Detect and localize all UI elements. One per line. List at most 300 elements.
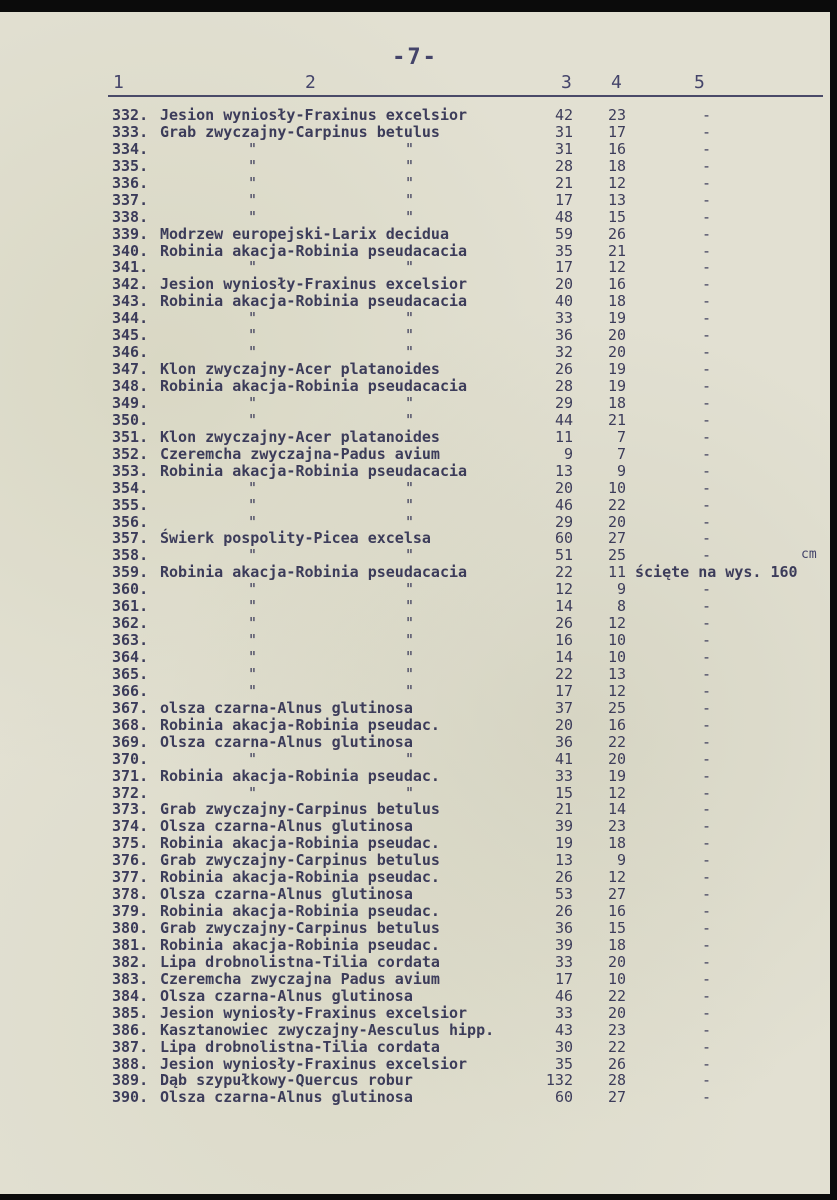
value-column-3: 13	[554, 461, 573, 480]
table-row	[0, 412, 830, 429]
value-column-4: 16	[607, 275, 626, 294]
value-column-3: 20	[554, 275, 573, 294]
row-number: 369.	[112, 732, 149, 751]
species-name: Grab zwyczajny-Carpinus betulus	[160, 800, 440, 819]
table-row	[0, 175, 830, 192]
remark: -	[702, 122, 712, 141]
table-row	[0, 903, 830, 920]
value-column-3: 28	[554, 377, 573, 395]
column-header-3: 3	[561, 72, 572, 93]
species-name: Robinia akacja-Robinia pseudacacia	[160, 461, 468, 480]
table-row	[0, 293, 830, 310]
ditto-mark: "	[248, 512, 258, 531]
row-number: 375.	[112, 834, 149, 853]
ditto-mark: "	[248, 139, 258, 158]
ditto-mark: "	[248, 597, 258, 616]
row-number: 334.	[112, 139, 149, 158]
value-column-3: 29	[554, 393, 573, 412]
value-column-4: 23	[607, 1020, 626, 1039]
value-column-3: 16	[554, 631, 573, 650]
ditto-mark: "	[405, 393, 415, 412]
table-row	[0, 226, 830, 243]
ditto-mark: "	[248, 173, 258, 192]
row-number: 332.	[112, 106, 149, 124]
value-column-3: 17	[554, 190, 573, 209]
value-column-4: 18	[607, 156, 626, 175]
document-page	[0, 12, 830, 1194]
row-number: 357.	[112, 529, 149, 548]
table-row	[0, 429, 830, 446]
value-column-3: 31	[554, 122, 573, 141]
value-column-4: 14	[607, 800, 626, 819]
value-column-3: 26	[554, 360, 573, 379]
row-number: 381.	[112, 935, 149, 954]
row-number: 339.	[112, 224, 149, 243]
species-name: Czeremcha zwyczajna Padus avium	[160, 969, 440, 988]
species-name: Grab zwyczajny-Carpinus betulus	[160, 851, 440, 870]
value-column-3: 60	[554, 1088, 573, 1107]
value-column-3: 11	[554, 427, 573, 446]
remark: -	[702, 614, 712, 633]
row-number: 333.	[112, 122, 149, 141]
row-number: 350.	[112, 410, 149, 429]
remark: -	[702, 275, 712, 294]
species-name: Olsza czarna-Alnus glutinosa	[160, 817, 413, 836]
value-column-3: 22	[554, 563, 573, 582]
ditto-mark: "	[248, 631, 258, 650]
species-name: Lipa drobnolistna-Tilia cordata	[160, 1037, 440, 1056]
value-column-4: 13	[607, 664, 626, 683]
row-number: 349.	[112, 393, 149, 412]
value-column-3: 13	[554, 851, 573, 870]
ditto-mark: "	[248, 664, 258, 683]
species-name: Dąb szypułkowy-Quercus robur	[160, 1071, 413, 1090]
row-number: 360.	[112, 580, 149, 599]
value-column-3: 21	[554, 800, 573, 819]
table-row	[0, 497, 830, 514]
ditto-mark: "	[248, 326, 258, 345]
value-column-3: 44	[554, 410, 573, 429]
value-column-3: 20	[554, 478, 573, 497]
value-column-3: 21	[554, 173, 573, 192]
value-column-3: 31	[554, 139, 573, 158]
value-column-3: 51	[554, 546, 573, 565]
row-number: 368.	[112, 715, 149, 734]
row-number: 373.	[112, 800, 149, 819]
row-number: 382.	[112, 952, 149, 971]
row-number: 385.	[112, 1003, 149, 1022]
species-name: Grab zwyczajny-Carpinus betulus	[160, 122, 440, 141]
species-name: Kasztanowiec zwyczajny-Aesculus hipp.	[160, 1020, 495, 1039]
row-number: 345.	[112, 326, 149, 345]
value-column-4: 27	[607, 529, 626, 548]
species-name: Robinia akacja-Robinia pseudacacia	[160, 377, 468, 395]
row-number: 370.	[112, 749, 149, 768]
value-column-4: 20	[607, 952, 626, 971]
ditto-mark: "	[405, 512, 415, 531]
value-column-4: 7	[616, 444, 626, 463]
table-row	[0, 446, 830, 463]
value-column-3: 33	[554, 952, 573, 971]
remark: -	[702, 1088, 712, 1107]
species-name: Robinia akacja-Robinia pseudac.	[160, 766, 440, 785]
row-number: 335.	[112, 156, 149, 175]
value-column-4: 18	[607, 834, 626, 853]
value-column-4: 28	[607, 1071, 626, 1090]
ditto-mark: "	[248, 749, 258, 768]
remark: -	[702, 224, 712, 243]
ditto-mark: "	[405, 139, 415, 158]
remark: -	[702, 139, 712, 158]
ditto-mark: "	[248, 495, 258, 514]
value-column-4: 18	[607, 935, 626, 954]
remark: -	[702, 326, 712, 345]
ditto-mark: "	[405, 749, 415, 768]
table-row	[0, 1072, 830, 1089]
value-column-4: 21	[607, 410, 626, 429]
row-number: 378.	[112, 885, 149, 904]
ditto-mark: "	[248, 410, 258, 429]
value-column-4: 22	[607, 732, 626, 751]
row-number: 362.	[112, 614, 149, 633]
table-row	[0, 835, 830, 852]
value-column-4: 23	[607, 817, 626, 836]
ditto-mark: "	[405, 410, 415, 429]
tree-table	[0, 107, 830, 1106]
remark: -	[702, 631, 712, 650]
row-number: 379.	[112, 902, 149, 921]
remark: -	[702, 478, 712, 497]
row-number: 363.	[112, 631, 149, 650]
value-column-4: 10	[607, 969, 626, 988]
value-column-3: 36	[554, 732, 573, 751]
table-row	[0, 344, 830, 361]
table-row	[0, 310, 830, 327]
value-column-4: 19	[607, 360, 626, 379]
row-number: 358.	[112, 546, 149, 565]
table-row	[0, 327, 830, 344]
value-column-4: 19	[607, 309, 626, 328]
value-column-3: 17	[554, 258, 573, 277]
species-name: Jesion wyniosły-Fraxinus excelsior	[160, 1003, 468, 1022]
value-column-4: 11	[607, 563, 626, 582]
remark: -	[702, 461, 712, 480]
row-number: 390.	[112, 1088, 149, 1107]
value-column-4: 18	[607, 393, 626, 412]
row-number: 361.	[112, 597, 149, 616]
value-column-3: 35	[554, 1054, 573, 1073]
value-column-3: 28	[554, 156, 573, 175]
value-column-4: 9	[616, 461, 626, 480]
ditto-mark: "	[248, 258, 258, 277]
value-column-4: 15	[607, 207, 626, 226]
remark: -	[702, 393, 712, 412]
remark: -	[702, 580, 712, 599]
value-column-4: 26	[607, 1054, 626, 1073]
ditto-mark: "	[405, 597, 415, 616]
remark: -	[702, 343, 712, 362]
ditto-mark: "	[248, 156, 258, 175]
row-number: 365.	[112, 664, 149, 683]
species-name: Klon zwyczajny-Acer platanoides	[160, 427, 440, 446]
unit-note: cm	[801, 547, 817, 562]
value-column-4: 17	[607, 122, 626, 141]
row-number: 371.	[112, 766, 149, 785]
row-number: 383.	[112, 969, 149, 988]
table-row	[0, 1056, 830, 1073]
value-column-4: 12	[607, 614, 626, 633]
row-number: 376.	[112, 851, 149, 870]
remark: -	[702, 919, 712, 937]
species-name: Robinia akacja-Robinia pseudac.	[160, 834, 440, 853]
value-column-3: 132	[545, 1071, 573, 1090]
table-row	[0, 751, 830, 768]
remark: -	[702, 885, 712, 904]
value-column-3: 32	[554, 343, 573, 362]
value-column-4: 9	[616, 580, 626, 599]
table-row	[0, 734, 830, 751]
column-header-1: 1	[113, 72, 124, 93]
remark: -	[702, 1003, 712, 1022]
remark: -	[702, 156, 712, 175]
ditto-mark: "	[248, 207, 258, 226]
value-column-4: 15	[607, 919, 626, 937]
row-number: 354.	[112, 478, 149, 497]
value-column-4: 19	[607, 377, 626, 395]
value-column-4: 23	[607, 106, 626, 124]
table-row	[0, 480, 830, 497]
value-column-4: 20	[607, 512, 626, 531]
table-row	[0, 209, 830, 226]
species-name: Robinia akacja-Robinia pseudacacia	[160, 292, 468, 311]
value-column-3: 59	[554, 224, 573, 243]
remark: -	[702, 749, 712, 768]
species-name: Robinia akacja-Robinia pseudac.	[160, 868, 440, 887]
value-column-3: 22	[554, 664, 573, 683]
remark: -	[702, 1020, 712, 1039]
species-name: Świerk pospolity-Picea excelsa	[160, 529, 431, 548]
table-row	[0, 717, 830, 734]
species-name: Robinia akacja-Robinia pseudac.	[160, 935, 440, 954]
value-column-4: 12	[607, 783, 626, 802]
row-number: 386.	[112, 1020, 149, 1039]
table-row	[0, 598, 830, 615]
species-name: Czeremcha zwyczajna-Padus avium	[160, 444, 440, 463]
remark: -	[702, 969, 712, 988]
value-column-3: 42	[554, 106, 573, 124]
value-column-3: 33	[554, 1003, 573, 1022]
remark: -	[702, 851, 712, 870]
table-row	[0, 124, 830, 141]
value-column-3: 29	[554, 512, 573, 531]
value-column-3: 26	[554, 868, 573, 887]
column-header-5: 5	[694, 72, 705, 93]
ditto-mark: "	[405, 631, 415, 650]
value-column-4: 20	[607, 326, 626, 345]
remark: -	[702, 258, 712, 277]
table-row	[0, 259, 830, 276]
value-column-3: 12	[554, 580, 573, 599]
value-column-4: 13	[607, 190, 626, 209]
table-row	[0, 700, 830, 717]
value-column-3: 9	[563, 444, 573, 463]
row-number: 340.	[112, 241, 149, 260]
ditto-mark: "	[405, 207, 415, 226]
row-number: 359.	[112, 563, 149, 582]
value-column-3: 40	[554, 292, 573, 311]
table-row	[0, 920, 830, 937]
remark: -	[702, 1071, 712, 1090]
remark: -	[702, 715, 712, 734]
species-name: Modrzew europejski-Larix decidua	[160, 224, 449, 243]
table-row	[0, 514, 830, 531]
table-row	[0, 768, 830, 785]
value-column-4: 10	[607, 478, 626, 497]
remark: -	[702, 817, 712, 836]
remark: ścięte na wys. 160	[635, 563, 798, 582]
row-number: 336.	[112, 173, 149, 192]
value-column-3: 26	[554, 902, 573, 921]
table-row	[0, 937, 830, 954]
value-column-3: 37	[554, 698, 573, 717]
table-row	[0, 818, 830, 835]
remark: -	[702, 732, 712, 751]
ditto-mark: "	[405, 478, 415, 497]
row-number: 347.	[112, 360, 149, 379]
value-column-4: 12	[607, 681, 626, 700]
value-column-3: 17	[554, 969, 573, 988]
remark: -	[702, 986, 712, 1005]
remark: -	[702, 529, 712, 548]
species-name: Olsza czarna-Alnus glutinosa	[160, 885, 413, 904]
value-column-3: 60	[554, 529, 573, 548]
table-row	[0, 564, 830, 581]
value-column-3: 53	[554, 885, 573, 904]
value-column-3: 46	[554, 495, 573, 514]
species-name: Jesion wyniosły-Fraxinus excelsior	[160, 106, 468, 124]
value-column-3: 35	[554, 241, 573, 260]
table-row	[0, 530, 830, 547]
table-row	[0, 632, 830, 649]
table-row	[0, 276, 830, 293]
value-column-4: 10	[607, 631, 626, 650]
value-column-3: 43	[554, 1020, 573, 1039]
value-column-4: 22	[607, 495, 626, 514]
ditto-mark: "	[248, 309, 258, 328]
species-name: Jesion wyniosły-Fraxinus excelsior	[160, 275, 468, 294]
ditto-mark: "	[405, 783, 415, 802]
value-column-4: 27	[607, 885, 626, 904]
row-number: 374.	[112, 817, 149, 836]
table-row	[0, 1039, 830, 1056]
species-name: Klon zwyczajny-Acer platanoides	[160, 360, 440, 379]
ditto-mark: "	[405, 309, 415, 328]
value-column-3: 46	[554, 986, 573, 1005]
value-column-4: 20	[607, 749, 626, 768]
ditto-mark: "	[248, 580, 258, 599]
remark: -	[702, 834, 712, 853]
value-column-4: 12	[607, 173, 626, 192]
row-number: 355.	[112, 495, 149, 514]
remark: -	[702, 648, 712, 666]
table-row	[0, 1089, 830, 1106]
value-column-4: 7	[616, 427, 626, 446]
remark: -	[702, 597, 712, 616]
row-number: 344.	[112, 309, 149, 328]
row-number: 346.	[112, 343, 149, 362]
ditto-mark: "	[248, 681, 258, 700]
header-rule	[108, 95, 823, 97]
remark: -	[702, 868, 712, 887]
ditto-mark: "	[248, 648, 258, 666]
row-number: 366.	[112, 681, 149, 700]
ditto-mark: "	[405, 258, 415, 277]
species-name: Olsza czarna-Alnus glutinosa	[160, 732, 413, 751]
value-column-4: 25	[607, 546, 626, 565]
row-number: 388.	[112, 1054, 149, 1073]
remark: -	[702, 427, 712, 446]
value-column-3: 26	[554, 614, 573, 633]
value-column-3: 19	[554, 834, 573, 853]
remark: -	[702, 766, 712, 785]
value-column-3: 39	[554, 817, 573, 836]
species-name: Grab zwyczajny-Carpinus betulus	[160, 919, 440, 937]
ditto-mark: "	[405, 648, 415, 666]
value-column-3: 15	[554, 783, 573, 802]
remark: -	[702, 902, 712, 921]
value-column-3: 14	[554, 597, 573, 616]
row-number: 352.	[112, 444, 149, 463]
remark: -	[702, 664, 712, 683]
value-column-3: 36	[554, 326, 573, 345]
row-number: 387.	[112, 1037, 149, 1056]
ditto-mark: "	[248, 783, 258, 802]
remark: -	[702, 207, 712, 226]
table-row	[0, 378, 830, 395]
row-number: 367.	[112, 698, 149, 717]
table-row	[0, 988, 830, 1005]
table-row	[0, 361, 830, 378]
ditto-mark: "	[405, 580, 415, 599]
table-row	[0, 615, 830, 632]
species-name: Robinia akacja-Robinia pseudac.	[160, 902, 440, 921]
ditto-mark: "	[405, 343, 415, 362]
value-column-4: 16	[607, 139, 626, 158]
ditto-mark: "	[405, 156, 415, 175]
ditto-mark: "	[405, 681, 415, 700]
species-name: Jesion wyniosły-Fraxinus excelsior	[160, 1054, 468, 1073]
ditto-mark: "	[405, 190, 415, 209]
row-number: 351.	[112, 427, 149, 446]
value-column-3: 14	[554, 648, 573, 666]
value-column-3: 33	[554, 309, 573, 328]
remark: -	[702, 495, 712, 514]
remark: -	[702, 698, 712, 717]
value-column-4: 12	[607, 868, 626, 887]
value-column-4: 8	[616, 597, 626, 616]
value-column-3: 30	[554, 1037, 573, 1056]
table-row	[0, 192, 830, 209]
remark: -	[702, 106, 712, 124]
ditto-mark: "	[405, 326, 415, 345]
table-row	[0, 886, 830, 903]
table-row	[0, 581, 830, 598]
table-row	[0, 395, 830, 412]
row-number: 348.	[112, 377, 149, 395]
ditto-mark: "	[405, 546, 415, 565]
value-column-4: 19	[607, 766, 626, 785]
remark: -	[702, 952, 712, 971]
